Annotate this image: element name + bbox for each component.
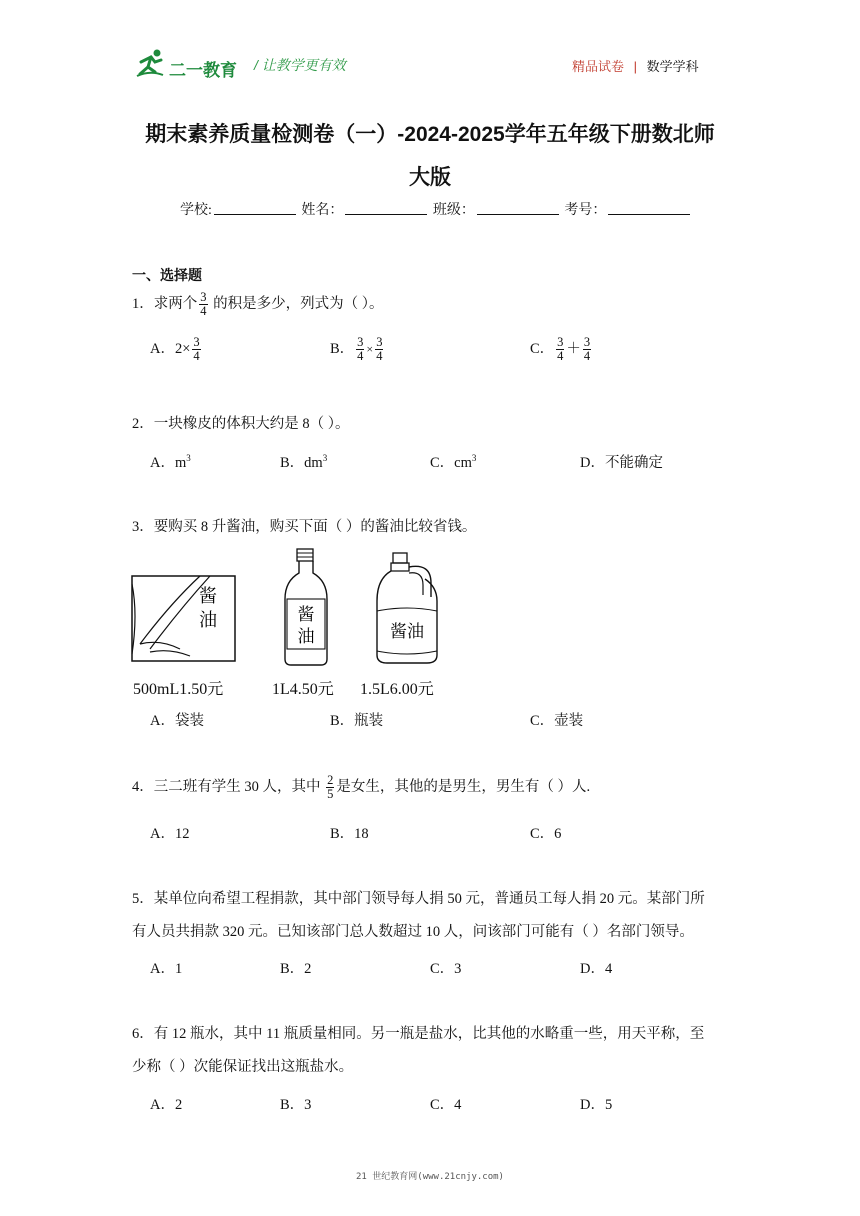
student-info (180, 199, 692, 219)
bottle-price-caption: 1L4.50元 (272, 681, 334, 698)
q4-option-b[interactable]: B．18 (330, 826, 369, 842)
jug-price-caption: 1.5L6.00元 (360, 681, 434, 698)
logo (135, 48, 243, 80)
bag-price-caption: 500mL1.50元 (133, 681, 224, 698)
exam-number-blank[interactable] (608, 201, 690, 215)
school-blank[interactable] (214, 201, 296, 215)
q3-option-c[interactable]: C．壶装 (530, 713, 584, 729)
school-label: 学校: (180, 203, 212, 218)
page-title: 期末素养质量检测卷（一）-2024-2025学年五年级下册数北师 (145, 123, 715, 146)
q5-option-a[interactable]: A．1 (150, 961, 183, 977)
q4-text: 4．三二班有学生 30 人，其中 (132, 778, 321, 795)
class-blank[interactable] (477, 201, 559, 215)
header-tags (572, 56, 699, 75)
q6-option-a[interactable]: A．2 (150, 1097, 183, 1113)
question-5-line-1: 5．某单位向希望工程捐款，其中部门领导每人捐 50 元，普通员工每人捐 20 元。某部门所 (132, 891, 705, 907)
q2-option-b[interactable]: B．$dm^3$ (280, 453, 328, 471)
q1-option-c[interactable]: C． $\frac{3}{4}$ ＋ $\frac{3}{4}$ (530, 335, 591, 363)
question-4 (132, 774, 590, 801)
question-1 (132, 291, 384, 318)
q4-option-c[interactable]: C．6 (530, 826, 562, 842)
q6-option-b[interactable]: B．3 (280, 1097, 312, 1113)
soy-sauce-bottle-image (277, 547, 337, 669)
page-title-line2: 大版 (409, 166, 451, 189)
q1-fraction: $\frac{3}{4}$ (200, 290, 207, 318)
q1-text: 1．求两个 (132, 295, 198, 312)
q2-option-a[interactable]: A．$m^3$ (150, 453, 191, 471)
soy-sauce-bag-image (130, 574, 240, 664)
q5-option-b[interactable]: B．2 (280, 961, 312, 977)
class-label: 班级： (432, 203, 475, 218)
name-blank[interactable] (345, 201, 427, 215)
premium-paper-tag: 精品试卷 (572, 59, 625, 74)
q6-option-c[interactable]: C．4 (430, 1097, 462, 1113)
slogan: / 让教学更有效 (254, 57, 346, 73)
q1-option-a[interactable]: A．2× $\frac{3}{4}$ (150, 335, 200, 363)
bag-label-2: 油 (199, 610, 217, 631)
question-6-line-2: 少称（ ）次能保证找出这瓶盐水。 (132, 1059, 354, 1075)
q6-option-d[interactable]: D．5 (580, 1097, 613, 1113)
question-2: 2．一块橡皮的体积大约是 8（ ）。 (132, 416, 350, 432)
q4-text-suffix: 是女生，其他的是男生，男生有（ ）人. (336, 778, 591, 795)
bottle-label-1: 酱 (297, 605, 315, 625)
logo-text: 二一教育 (169, 61, 237, 80)
q2-option-c[interactable]: C．$cm^3$ (430, 453, 477, 471)
q4-fraction: $\frac{2}{5}$ (327, 773, 334, 801)
runner-logo-icon (135, 48, 165, 78)
subject-tag: 数学学科 (646, 59, 699, 74)
q5-option-d[interactable]: D．4 (580, 961, 613, 977)
bag-label-1: 酱 (199, 586, 217, 607)
q3-option-a[interactable]: A．袋装 (150, 713, 204, 729)
bottle-label-2: 油 (297, 627, 315, 647)
q1-option-b[interactable]: B． $\frac{3}{4}$ × $\frac{3}{4}$ (330, 335, 383, 363)
section-heading: 一、选择题 (132, 267, 202, 283)
header-divider: | (633, 59, 638, 74)
jug-label: 酱油 (390, 622, 424, 642)
q4-option-a[interactable]: A．12 (150, 826, 190, 842)
soy-sauce-jug-image (373, 551, 441, 669)
question-5-line-2: 有人员共捐款 320 元。已知该部门总人数超过 10 人，问该部门可能有（ ）名部门领导。 (132, 924, 694, 940)
q3-option-b[interactable]: B．瓶装 (330, 713, 384, 729)
question-3: 3．要购买 8 升酱油，购买下面（ ）的酱油比较省钱。 (132, 519, 477, 535)
exam-number-label: 考号： (564, 203, 607, 218)
page-footer: 21 世纪教育网(www.21cnjy.com) (356, 1172, 504, 1182)
question-6-line-1: 6．有 12 瓶水，其中 11 瓶质量相同。另一瓶是盐水，比其他的水略重一些，用天平称，至 (132, 1026, 705, 1042)
q5-option-c[interactable]: C．3 (430, 961, 462, 977)
q2-option-d[interactable]: D．不能确定 (580, 455, 663, 471)
name-label: 姓名： (301, 203, 344, 218)
q1-text-suffix: 的积是多少，列式为（ ）。 (213, 295, 384, 312)
